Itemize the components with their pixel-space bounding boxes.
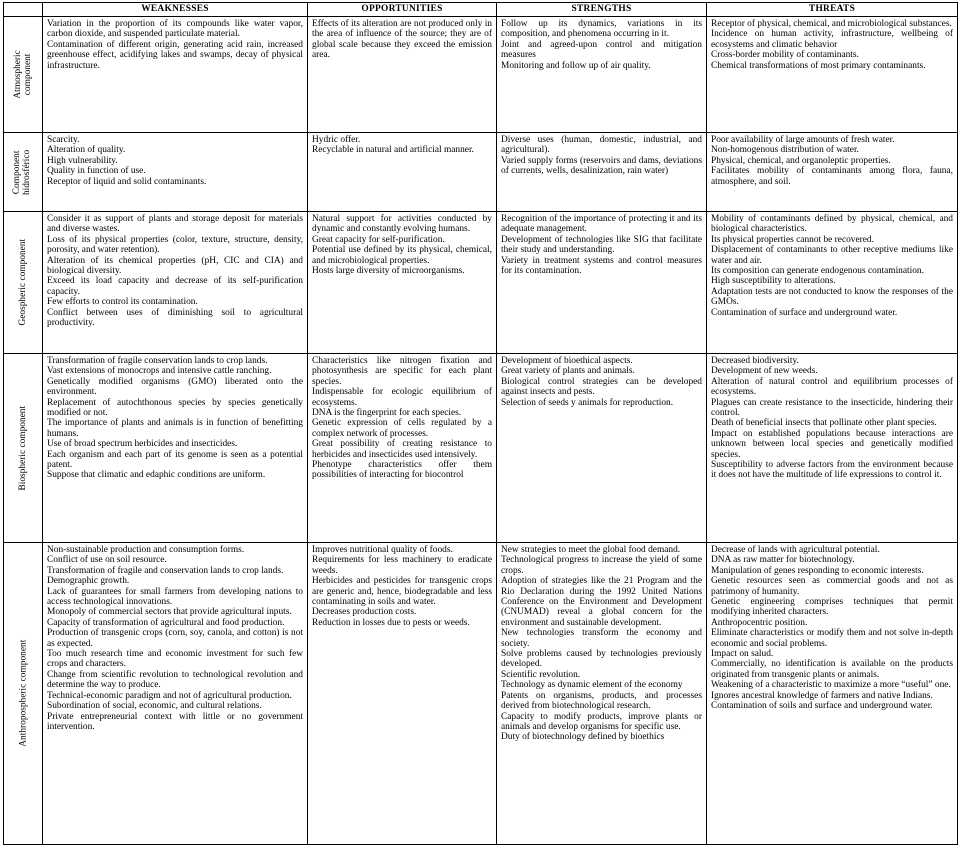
list-item: Too much research time and economic investment for such few crops and characters. xyxy=(47,649,303,670)
row-label xyxy=(4,543,43,845)
weaknesses-cell xyxy=(43,17,308,133)
list-item: Adoption of strategies like the 21 Program and the Rio Declaration during the 1992 United Nations Conference on the Environment and Development (CNUMAD) reveal a global concern for the environment and sustainable development. xyxy=(501,576,702,628)
list-item: Eliminate characteristics or modify them and not solve in-depth economic and social problems. xyxy=(711,628,953,649)
list-item: Commercially, no identification is available on the products originated from transgenic plants or animals. xyxy=(711,659,953,680)
swot-table xyxy=(3,2,958,845)
strengths-cell xyxy=(497,354,707,543)
list-item: Joint and agreed-upon control and mitigation measures xyxy=(501,39,702,61)
list-item: Variation in the proportion of its compounds like water vapor, carbon dioxide, and suspended particulate material. xyxy=(47,19,303,40)
threats-cell xyxy=(707,354,958,543)
list-item: Phenotype characteristics offer them possibilities of interacting for biocontrol xyxy=(312,460,492,481)
list-item: Lack of guarantees for small farmers from developing nations to access technological innovations. xyxy=(47,586,303,608)
swot-body xyxy=(4,17,958,845)
list-item: Demographic growth. xyxy=(47,576,130,587)
list-item: Hydric offer. xyxy=(312,135,361,145)
list-item: Great capacity for self-purification. xyxy=(312,234,445,245)
row-label xyxy=(4,212,43,354)
row-geospheric xyxy=(4,212,958,354)
list-item: Capacity of transformation of agricultural and food production. xyxy=(47,617,285,628)
row-label-text: component xyxy=(23,53,33,96)
list-item: Indispensable for ecologic equilibrium of ecosystems. xyxy=(312,387,492,408)
list-item: Transformation of fragile conservation lands to crop lands. xyxy=(47,356,268,366)
list-item: Capacity to modify products, improve plants or animals and develop organisms for specific use. xyxy=(501,711,702,732)
list-item: Subordination of social, economic, and cultural relations. xyxy=(47,701,262,712)
row-label xyxy=(4,17,43,133)
weaknesses-cell xyxy=(43,354,308,543)
strengths-cell xyxy=(497,133,707,212)
list-item: New strategies to meet the global food demand. xyxy=(501,545,681,555)
list-item: Mobility of contaminants defined by physical, chemical, and biological characteristics. xyxy=(711,214,953,235)
row-hydrospheric xyxy=(4,133,958,212)
list-item: Solve problems caused by technologies previously developed. xyxy=(501,649,702,670)
list-item: Genetic engineering comprises techniques that permit modifying inherited characters. xyxy=(711,597,953,618)
list-item: Decreased biodiversity. xyxy=(711,356,799,366)
list-item: Genetic expression of cells regulated by a complex network of processes. xyxy=(312,418,492,439)
list-item: Few efforts to control its contamination. xyxy=(47,297,198,308)
list-item: Alteration of quality. xyxy=(47,145,126,156)
row-atmospheric xyxy=(4,17,958,133)
list-item: Technological progress to increase the yield of some crops. xyxy=(501,555,702,576)
list-item: Transformation of fragile and conservation lands to crop lands. xyxy=(47,565,284,576)
list-item: High vulnerability. xyxy=(47,155,118,166)
list-item: Production of transgenic crops (corn, soy, canola, and cotton) is not as expected. xyxy=(47,628,303,649)
list-item: Physical, chemical, and organoleptic properties. xyxy=(711,155,891,166)
list-item: Each organism and each part of its genome is seen as a potential patent. xyxy=(47,449,303,471)
row-label xyxy=(4,133,43,212)
row-label-text: Anthropospheric component xyxy=(17,639,28,748)
list-item: Suppose that climatic and edaphic conditions are uniform. xyxy=(47,470,266,481)
list-item: Requirements for less machinery to eradicate weeds. xyxy=(312,555,492,576)
list-item: Anthropocentric position. xyxy=(711,617,808,628)
opportunities-cell xyxy=(308,543,497,845)
list-item: DNA is the fingerprint for each species. xyxy=(312,408,462,419)
list-item: Adaptation tests are not conducted to know the responses of the GMOs. xyxy=(711,286,953,308)
list-item: Contamination of different origin, generating acid rain, increased greenhouse effect, acidifying lakes and swamps, decay of physical infrastructure. xyxy=(47,39,303,71)
list-item: Its composition can generate endogenous contamination. xyxy=(711,266,924,277)
header-weaknesses: WEAKNESSES xyxy=(43,3,308,17)
list-item: Variety in treatment systems and control measures for its contamination. xyxy=(501,255,702,277)
list-item: Conflict of use on soil resource. xyxy=(47,555,167,566)
list-item: Impact on salud. xyxy=(711,649,774,660)
list-item: Biological control strategies can be developed against insects and pests. xyxy=(501,376,702,398)
list-item: High susceptibility to alterations. xyxy=(711,276,836,287)
list-item: Development of new weeds. xyxy=(711,366,818,377)
strengths-cell xyxy=(497,212,707,354)
list-item: DNA as raw matter for biotechnology. xyxy=(711,555,855,566)
list-item: Recognition of the importance of protecting it and its adequate management. xyxy=(501,214,702,235)
list-item: Ignores ancestral knowledge of farmers and native Indians. xyxy=(711,690,933,701)
list-item: Genetically modified organisms (GMO) liberated onto the environment. xyxy=(47,376,303,398)
list-item: Development of technologies like SIG that facilitate their study and understanding. xyxy=(501,234,702,256)
threats-cell xyxy=(707,17,958,133)
list-item: Duty of biotechnology defined by bioethics xyxy=(501,732,665,743)
list-item: Conflict between uses of diminishing soil to agricultural productivity. xyxy=(47,307,303,329)
opportunities-cell xyxy=(308,212,497,354)
list-item: Vast extensions of monocrops and intensive cattle ranching. xyxy=(47,366,272,377)
header-strengths: STRENGTHS xyxy=(497,3,707,17)
list-item: Monitoring and follow up of air quality. xyxy=(501,60,651,71)
list-item: Monopoly of commercial sectors that provide agricultural inputs. xyxy=(47,607,292,618)
list-item: Contamination of soils and surface and underground water. xyxy=(711,701,933,712)
list-item: Quality in function of use. xyxy=(47,166,146,177)
list-item: Scarcity. xyxy=(47,135,80,145)
list-item: Decrease of lands with agricultural potential. xyxy=(711,545,880,555)
list-item: Characteristics like nitrogen fixation and photosynthesis are specific for each plant species. xyxy=(312,356,492,387)
list-item: Herbicides and pesticides for transgenic crops are generic and, hence, biodegradable and less contaminating in soils and water. xyxy=(312,576,492,608)
list-item: Manipulation of genes responding to economic interests. xyxy=(711,565,924,576)
list-item: Replacement of autochthonous species by species genetically modified or not. xyxy=(47,397,303,419)
threats-cell xyxy=(707,133,958,212)
list-item: Use of broad spectrum herbicides and insecticides. xyxy=(47,439,238,450)
weaknesses-cell xyxy=(43,543,308,845)
list-item: Alteration of its chemical properties (pH, CIC and CIA) and biological diversity. xyxy=(47,255,303,277)
list-item: Reduction in losses due to pests or weeds. xyxy=(312,617,470,628)
list-item: Plagues can create resistance to the insecticide, hindering their control. xyxy=(711,397,953,419)
threats-cell xyxy=(707,543,958,845)
list-item: Selection of seeds y animals for reproduction. xyxy=(501,397,674,408)
list-item: Hosts large diversity of microorganisms. xyxy=(312,266,465,277)
list-item: New technologies transform the economy and society. xyxy=(501,628,702,649)
list-item: Patents on organisms, products, and processes derived from biotechnological research. xyxy=(501,690,702,712)
list-item: Natural support for activities conducted by dynamic and constantly evolving humans. xyxy=(312,214,492,235)
list-item: Alteration of natural control and equilibrium processes of ecosystems. xyxy=(711,376,953,398)
list-item: Non-homogenous distribution of water. xyxy=(711,145,859,156)
list-item: Weakening of a characteristic to maximize a more “useful” one. xyxy=(711,680,951,691)
list-item: Impact on established populations because interactions are unknown between local species and genetically modified species. xyxy=(711,428,953,460)
row-biospheric xyxy=(4,354,958,543)
list-item: The importance of plants and animals is in function of benefitting humans. xyxy=(47,418,303,439)
list-item: Genetic resources seen as commercial goods and not as patrimony of humanity. xyxy=(711,576,953,597)
list-item: Recyclable in natural and artificial manner. xyxy=(312,145,474,156)
list-item: Incidence on human activity, infrastructure, wellbeing of ecosystems and climatic behavior xyxy=(711,29,953,50)
corner-cell xyxy=(4,3,43,17)
list-item: Decreases production costs. xyxy=(312,607,417,618)
strengths-cell xyxy=(497,17,707,133)
header-opportunities: OPPORTUNITIES xyxy=(308,3,497,17)
opportunities-cell xyxy=(308,17,497,133)
list-item: Susceptibility to adverse factors from the environment because it does not have the multitude of life expressions to control it. xyxy=(711,460,953,481)
list-item: Technical-economic paradigm and not of agricultural production. xyxy=(47,690,292,701)
list-item: Improves nutritional quality of foods. xyxy=(312,545,453,555)
threats-cell xyxy=(707,212,958,354)
list-item: Diverse uses (human, domestic, industrial, and agricultural). xyxy=(501,135,702,156)
list-item: Non-sustainable production and consumption forms. xyxy=(47,545,245,555)
header-row xyxy=(4,3,958,17)
list-item: Its physical properties cannot be recovered. xyxy=(711,234,874,245)
row-label-text: Atmospheric xyxy=(12,50,23,99)
list-item: Great variety of plants and animals. xyxy=(501,366,635,377)
list-item: Poor availability of large amounts of fresh water. xyxy=(711,135,895,145)
header-threats: THREATS xyxy=(707,3,958,17)
list-item: Varied supply forms (reservoirs and dams, deviations of currents, wells, desalinization, rain water) xyxy=(501,155,702,177)
list-item: Technology as dynamic element of the economy xyxy=(501,680,683,691)
list-item: Consider it as support of plants and storage deposit for materials and diverse wastes. xyxy=(47,214,303,235)
list-item: Facilitates mobility of contaminants among flora, fauna, atmosphere, and soil. xyxy=(711,166,953,187)
row-label-text: Geospheric component xyxy=(17,239,28,326)
weaknesses-cell xyxy=(43,133,308,212)
list-item: Receptor of physical, chemical, and microbiological substances. xyxy=(711,19,952,29)
list-item: Change from scientific revolution to technological revolution and determine the way to produce. xyxy=(47,669,303,691)
list-item: Scientific revolution. xyxy=(501,669,581,680)
list-item: Development of bioethical aspects. xyxy=(501,356,633,366)
row-label-text: Biospheric component xyxy=(17,405,28,491)
list-item: Chemical transformations of most primary contaminants. xyxy=(711,60,926,71)
list-item: Potential use defined by its physical, chemical, and microbiological properties. xyxy=(312,245,492,266)
row-label-text: hidrosférico xyxy=(23,149,34,195)
list-item: Private entrepreneurial context with little or no government intervention. xyxy=(47,711,303,732)
opportunities-cell xyxy=(308,133,497,212)
list-item: Effects of its alteration are not produced only in the area of influence of the source; they are of global scale because they exceed the emission area. xyxy=(312,19,492,61)
list-item: Great possibility of creating resistance to herbicides and insecticides used intensively. xyxy=(312,439,492,460)
row-label xyxy=(4,354,43,543)
opportunities-cell xyxy=(308,354,497,543)
strengths-cell xyxy=(497,543,707,845)
list-item: Death of beneficial insects that pollinate other plant species. xyxy=(711,418,937,429)
row-label-text: Component xyxy=(12,150,23,194)
list-item: Contamination of surface and underground water. xyxy=(711,307,898,318)
list-item: Follow up its dynamics, variations in its composition, and phenomena occurring in it. xyxy=(501,19,702,40)
list-item: Cross-border mobility of contaminants. xyxy=(711,50,859,61)
weaknesses-cell xyxy=(43,212,308,354)
list-item: Displacement of contaminants to other receptive mediums like water and air. xyxy=(711,245,953,266)
list-item: Loss of its physical properties (color, texture, structure, density, porosity, and water retention). xyxy=(47,234,303,256)
list-item: Receptor of liquid and solid contaminants. xyxy=(47,176,207,187)
list-item: Exceed its load capacity and decrease of its self-purification capacity. xyxy=(47,276,303,297)
row-anthropospheric xyxy=(4,543,958,845)
